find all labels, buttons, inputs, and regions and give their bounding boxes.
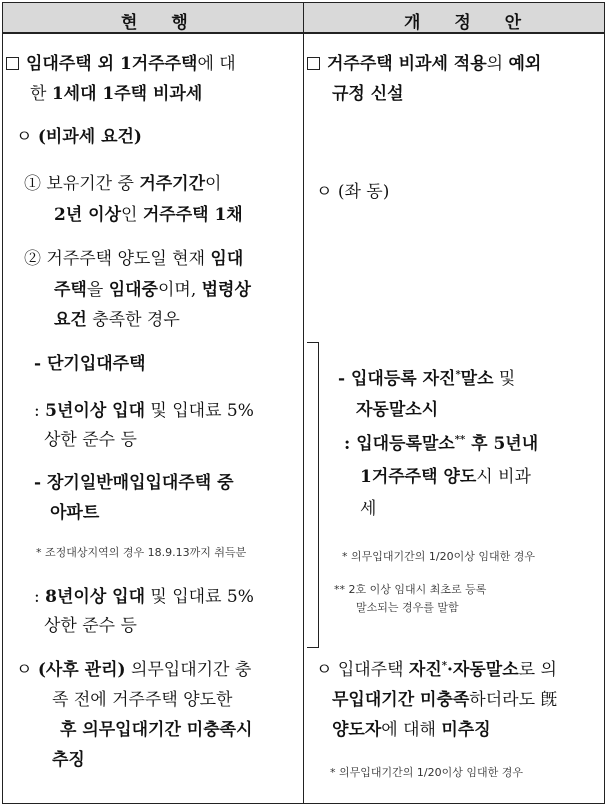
revised-post-note: * 의무입대기간의 1/20이상 임대한 경우 [330,766,523,779]
revised-post-line2: 무입대기간 미충족하더라도 旣 [332,690,558,710]
revised-post-line3: 양도자에 대해 미추징 [332,720,491,740]
long-term-note: * 조정대상지역의 경우 18.9.13까지 취득분 [36,546,247,559]
short-term-cond-line1: : 5년이상 입대 및 입대료 5% [34,401,254,421]
current-title-line1: 임대주택 외 1거주주택에 대 [6,52,236,76]
long-term-line1: - 장기일반매입입대주택 중 [34,473,234,493]
short-term-cond-line2: 상한 준수 등 [44,430,137,450]
long-term-cond-line2: 상한 준수 등 [44,616,137,636]
revised-title-line2: 규정 신설 [332,84,404,104]
revised-post-line1: ㅇ 입대주택 자진*·자동말소로 의 [316,660,557,680]
reg-line3: : 입대등록말소** 후 5년내 [344,434,539,454]
checkbox-square-icon [6,57,19,70]
req-heading: ㅇ (비과세 요건) [16,127,142,147]
reg-note1: * 의무입대기간의 1/20이상 임대한 경우 [342,550,535,563]
post-mgmt-line4: 추징 [52,750,85,770]
revised-same: ㅇ (좌 동) [316,182,390,202]
circle-bullet-icon: ㅇ [16,660,33,680]
reg-note2-line2: 말소되는 경우를 말함 [356,601,459,614]
checkbox-square-icon [307,57,320,70]
req2-line3: 요건 충족한 경우 [54,310,180,330]
bracket-line [307,342,319,648]
reg-line1: - 입대등록 자진*말소 및 [338,369,516,389]
post-mgmt-line1: ㅇ (사후 관리) 의무입대기간 충 [16,660,252,680]
column-divider [303,2,304,804]
post-mgmt-line2: 족 전에 거주주택 양도한 [52,690,233,710]
short-term-label: - 단기입대주택 [34,354,146,374]
circle-bullet-icon: ㅇ [316,182,333,202]
circle-bullet-icon: ㅇ [16,127,33,147]
post-mgmt-line3: 후 의무입대기간 미충족시 [60,720,253,740]
reg-note2-line1: ** 2호 이상 임대시 최초로 등록 [334,583,487,596]
reg-line4: 1거주주택 양도시 비과 [360,467,531,487]
header-current: 현 행 [121,13,202,33]
long-term-line2: 아파트 [50,503,100,523]
long-term-cond-line1: : 8년이상 입대 및 입대료 5% [34,587,254,607]
header-revised: 개 정 안 [404,13,536,33]
req1-line1: ① 보유기간 중 거주기간이 [24,174,222,194]
req2-line1: ② 거주주택 양도일 현재 임대 [24,249,244,269]
current-title-line2: 한 1세대 1주택 비과세 [30,84,203,104]
req2-line2: 주택을 임대중이며, 법령상 [54,280,251,300]
revised-title-line1: 거주주택 비과세 적용의 예외 [307,52,541,76]
req1-line2: 2년 이상인 거주주택 1채 [54,205,243,225]
reg-line5: 세 [360,499,377,519]
reg-line2: 자동말소시 [356,400,439,420]
